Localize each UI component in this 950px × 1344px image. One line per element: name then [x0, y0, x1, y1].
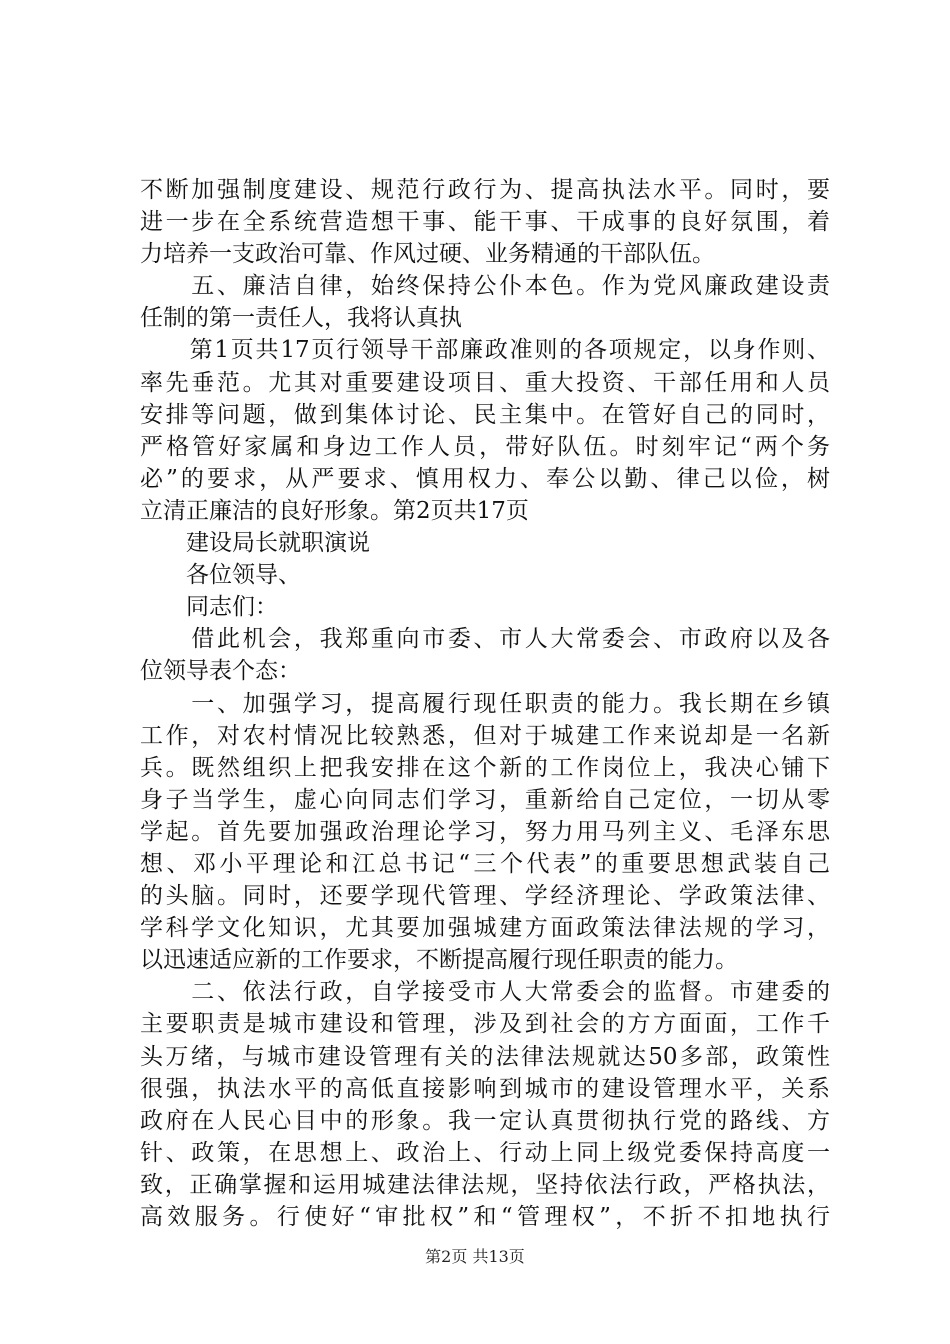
text-line: 立清正廉洁的良好形象。第2页共17页 [140, 497, 529, 524]
text-line: 以迅速适应新的工作要求，不断提高履行现任职责的能力。 [140, 947, 738, 974]
text-line: 同志们： [140, 594, 278, 621]
text-line: 进一步在全系统营造想干事、能干事、干成事的良好氛围，着 [140, 209, 830, 236]
text-line: 借此机会，我郑重向市委、市人大常委会、市政府以及各 [140, 626, 830, 653]
text-line: 位领导表个态： [140, 658, 301, 685]
text-line: 各位领导、 [140, 562, 301, 589]
text-line: 高效服务。行使好“审批权”和“管理权”，不折不扣地执行 [140, 1204, 830, 1230]
text-line: 学科学文化知识，尤其要加强城建方面政策法律法规的学习， [140, 915, 830, 942]
text-line: 兵。既然组织上把我安排在这个新的工作岗位上，我决心铺下 [140, 754, 830, 781]
text-line: 必”的要求，从严要求、慎用权力、奉公以勤、律己以俭，树 [140, 465, 830, 492]
page-footer: 第2页 共13页 [425, 1247, 525, 1266]
text-line: 的头脑。同时，还要学现代管理、学经济理论、学政策法律、 [140, 883, 830, 910]
text-line: 率先垂范。尤其对重要建设项目、重大投资、干部任用和人员 [140, 369, 830, 396]
text-line: 不断加强制度建设、规范行政行为、提高执法水平。同时，要 [140, 177, 830, 203]
text-line: 第1页共17页行领导干部廉政准则的各项规定，以身作则、 [140, 337, 830, 364]
text-line: 工作，对农村情况比较熟悉，但对于城建工作来说却是一名新 [140, 722, 830, 749]
text-line: 五、廉洁自律，始终保持公仆本色。作为党风廉政建设责 [140, 273, 830, 300]
text-line: 安排等问题，做到集体讨论、民主集中。在管好自己的同时， [140, 401, 830, 428]
text-line: 致，正确掌握和运用城建法律法规，坚持依法行政，严格执法， [140, 1171, 830, 1198]
text-line: 主要职责是城市建设和管理，涉及到社会的方方面面，工作千 [140, 1011, 830, 1038]
text-line: 严格管好家属和身边工作人员，带好队伍。时刻牢记“两个务 [140, 433, 830, 460]
document-body [140, 174, 830, 1233]
text-line: 身子当学生，虚心向同志们学习，重新给自己定位，一切从零 [140, 786, 830, 813]
text-line: 力培养一支政治可靠、作风过硬、业务精通的干部队伍。 [140, 241, 715, 268]
text-line: 政府在人民心目中的形象。我一定认真贯彻执行党的路线、方 [140, 1107, 830, 1134]
text-line: 任制的第一责任人，我将认真执 [140, 305, 462, 332]
text-line: 很强，执法水平的高低直接影响到城市的建设管理水平，关系 [140, 1075, 830, 1102]
text-line: 想、邓小平理论和江总书记“三个代表”的重要思想武装自己 [140, 850, 830, 877]
text-line: 二、依法行政，自学接受市人大常委会的监督。市建委的 [140, 979, 830, 1006]
text-line: 针、政策，在思想上、政治上、行动上同上级党委保持高度一 [140, 1139, 830, 1166]
text-line: 一、加强学习，提高履行现任职责的能力。我长期在乡镇 [140, 690, 830, 717]
text-line: 学起。首先要加强政治理论学习，努力用马列主义、毛泽东思 [140, 818, 830, 845]
text-line: 头万绪，与城市建设管理有关的法律法规就达50多部，政策性 [140, 1043, 830, 1070]
text-line: 建设局长就职演说 [140, 530, 370, 557]
